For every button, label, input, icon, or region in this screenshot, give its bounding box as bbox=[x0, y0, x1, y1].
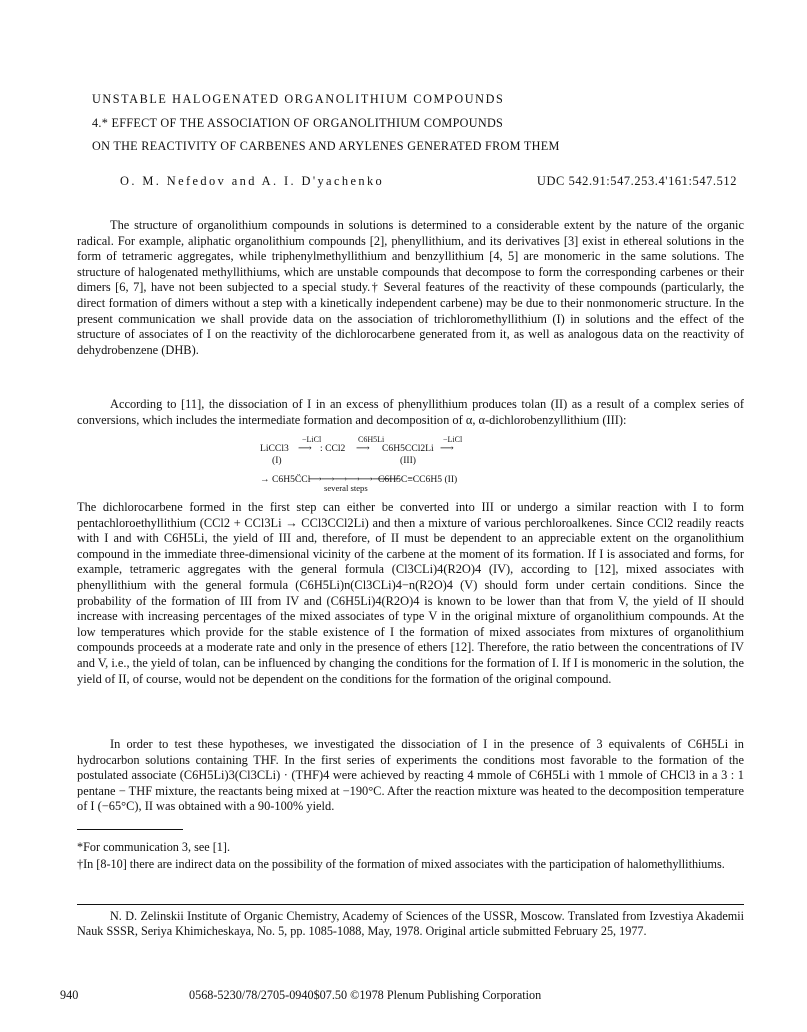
paragraph-2-text: According to [11], the dissociation of I in an excess of phenyllithium produces tolan (II) as a result of a complex series of conversions, which includes the intermediate formation and decomposition of α, α-dichlorobenzyllithium (III): bbox=[77, 397, 744, 427]
scheme-arrow-1-label: −LiCl bbox=[302, 435, 322, 444]
paragraph-3-text: The dichlorocarbene formed in the first step can either be converted into III or undergo a similar reaction with I to form pentachloroethyllithium (CCl2 + CCl3Li → CCl3CCl2Li) and then a mixture of various perchloroalkenes. Since CCl2 readily reacts with I and with C6H5Li, the yield of III and, therefore, of II must be dependent to an appreciable extent on the organolithium compound in the immediate three-dimensional vicinity of the carbene at the moment of its formation. If I is associated and forms, for example, tetrameric aggregates with the general formula (Cl3CLi)4(R2O)4 (IV), according to [12], mixed associates with phenyllithium with the general formula (C6H5Li)n(Cl3CLi)4−n(R2O)4 (V) should form under certain conditions. Since the probability of the formation of III from IV and (C6H5Li)4(R2O)4 is known to be lower than that from V, the yield of II should increase with increasing percentages of the mixed associates of type V in the original mixture of organolithium compounds. At the low temperatures which provide for the stable existence of I the formation of mixed associates from mixtures of organolithium compounds proceeds at a moderate rate and only in the presence of ethers [12]. Therefore, the ratio between the concentrations of IV and V, i.e., the yield of tolan, can be influenced by changing the conditions for the formation of I. If I is monomeric in the solution, the yield of II, of course, would not be dependent on the conditions for the formation of the original compound. bbox=[77, 500, 744, 686]
article-title-line-2: 4.* EFFECT OF THE ASSOCIATION OF ORGANOLITHIUM COMPOUNDS bbox=[92, 116, 504, 130]
scheme-arrow-3-label: −LiCl bbox=[443, 435, 463, 444]
scheme-intermediate: C6H5CCl2Li bbox=[382, 443, 434, 454]
footnote-divider bbox=[77, 829, 183, 830]
footnote-2: †In [8-10] there are indirect data on the possibility of the formation of mixed associates with the participation of halomethyllithiums. bbox=[77, 857, 725, 871]
scheme-arrow-3: ⟶ bbox=[440, 443, 454, 454]
scheme-carbene: : CCl2 bbox=[320, 443, 346, 454]
footnote-1: *For communication 3, see [1]. bbox=[77, 840, 230, 854]
affiliation-divider bbox=[77, 904, 744, 905]
scheme-arrow-4-label: several steps bbox=[324, 483, 368, 493]
scheme-arrow-1: ⟶ bbox=[298, 443, 312, 454]
page-number: 940 bbox=[60, 988, 79, 1002]
paragraph-dissociation bbox=[77, 397, 744, 428]
authors: O. M. Nefedov and A. I. D'yachenko bbox=[120, 174, 385, 188]
scheme-arrow-2: ⟶ bbox=[356, 443, 370, 454]
paragraph-dichlorocarbene bbox=[77, 500, 744, 687]
scheme-reactant: LiCCl3 bbox=[260, 443, 289, 454]
scheme-tolan: C6H5C≡CC6H5 (II) bbox=[378, 474, 458, 485]
paragraph-1-text: The structure of organolithium compounds in solutions is determined to a considerable extent by the nature of the organic radical. For example, aliphatic organolithium compounds [2], phenyllithium, and its derivatives [3] exist in ethereal solutions in the form of tetrameric aggregates, while triphenylmethyllithium and benzyllithium [4, 5] are monomeric in the same solutions. The structure of halogenated methyllithiums, which are unstable compounds that decompose to form the corresponding carbenes or their dimers [6, 7], have not been subjected to a special study.† Several features of the reactivity of these compounds (particularly, the direct formation of dimers without a step with a kinetically independent carbene) may be due to their nonmonomeric structure. In the present communication we shall provide data on the association of trichloromethyllithium (I) in solutions and the effect of the structure of associates of I on the reactivity of the dichlorocarbene generated from it, as well as analogous data on the reactivity of dehydrobenzene (DHB). bbox=[77, 218, 744, 357]
scheme-label-I: (I) bbox=[272, 455, 282, 466]
scheme-chlorophenylcarbene: → C6H5C̈Cl bbox=[260, 474, 311, 485]
copyright-line: 0568-5230/78/2705-0940$07.50 ©1978 Plenum Publishing Corporation bbox=[189, 988, 542, 1002]
udc-code: UDC 542.91:547.253.4'161:547.512 bbox=[536, 174, 737, 188]
affiliation-note: N. D. Zelinskii Institute of Organic Chemistry, Academy of Sciences of the USSR, Moscow. Translated from Izvestiya Akademii Nauk SSSR, Seriya Khimicheskaya, No. 5, pp. 1085-1088, May, 1978. Original article submitted February 25, 1977. bbox=[77, 909, 744, 939]
scheme-label-III: (III) bbox=[400, 455, 416, 466]
article-title-line-1: UNSTABLE HALOGENATED ORGANOLITHIUM COMPOUNDS bbox=[92, 92, 505, 106]
scheme-arrow-2-label: C6H5Li bbox=[358, 435, 385, 444]
article-title-line-3: ON THE REACTIVITY OF CARBENES AND ARYLENES GENERATED FROM THEM bbox=[92, 139, 560, 153]
paragraph-4-text: In order to test these hypotheses, we investigated the dissociation of I in the presence of 3 equivalents of C6H5Li in hydrocarbon solutions containing THF. In the first series of experiments the conditions most favorable to the formation of the postulated associate (C6H5Li)3(Cl3CLi) · (THF)4 were achieved by reacting 4 mmole of C6H5Li with 1 mmole of CHCl3 in a 3 : 1 pentane − THF mixture, the reactants being mixed at −190°C. After the reaction mixture was heated to the decomposition temperature of I (−65°C), II was obtained with a 90-100% yield. bbox=[77, 737, 744, 814]
paragraph-intro bbox=[77, 218, 744, 358]
reaction-scheme bbox=[260, 435, 590, 493]
paragraph-experiment bbox=[77, 737, 744, 815]
scheme-arrow-4: ⟶⟶⟶⟶⟶⟶⟶ bbox=[308, 474, 398, 485]
